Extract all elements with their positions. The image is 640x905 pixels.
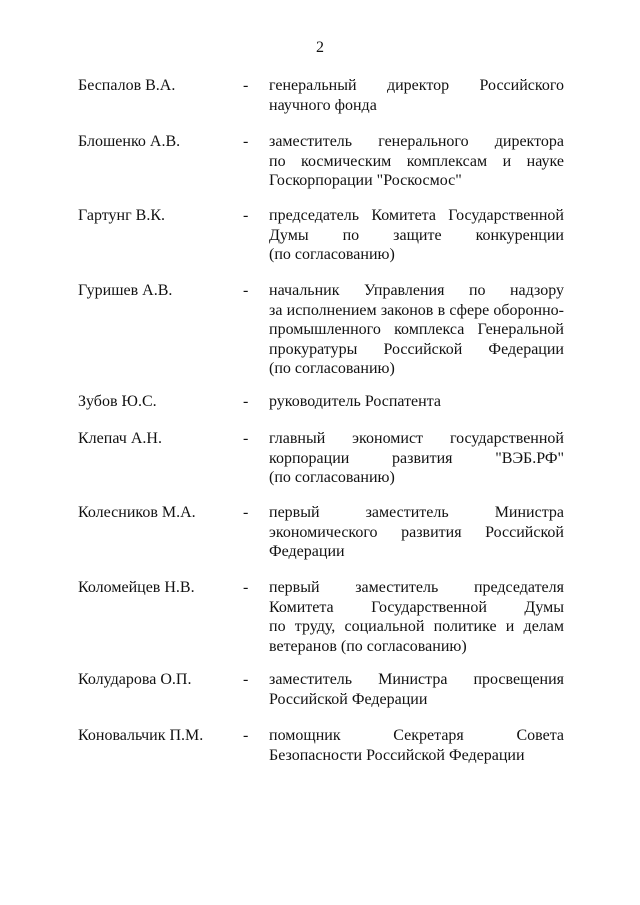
member-name: Зубов Ю.С. (78, 393, 157, 410)
position-line: корпорации развития "ВЭБ.РФ" (269, 449, 564, 467)
position-line: за исполнением законов в сфере оборонно- (269, 301, 564, 319)
position-line: генеральный директор Российского (269, 77, 564, 94)
position-line: Госкорпорации "Роскосмос" (269, 172, 462, 189)
member-position (269, 76, 564, 115)
dash-separator: - (243, 133, 249, 150)
member-name: Беспалов В.А. (78, 77, 176, 94)
position-line: Думы по защите конкуренции (269, 226, 564, 244)
position-line: первый заместитель председателя (269, 579, 564, 596)
member-name: Гуришев А.В. (78, 282, 173, 299)
position-line: помощник Секретаря Совета (269, 727, 564, 744)
position-line: (по согласованию) (269, 246, 395, 263)
dash-separator: - (243, 504, 249, 521)
member-name: Коновальчик П.М. (78, 727, 204, 744)
member-position (269, 503, 564, 562)
position-line: по космическим комплексам и науке (269, 152, 564, 170)
page-number: 2 (316, 39, 324, 56)
member-position (269, 206, 564, 265)
member-position (269, 726, 564, 765)
position-line: экономического развития Российской (269, 523, 564, 541)
position-line: (по согласованию) (269, 469, 395, 486)
member-name: Колесников М.А. (78, 504, 196, 521)
member-position (269, 281, 564, 379)
position-line: по труду, социальной политике и делам (269, 618, 564, 635)
position-line: первый заместитель Министра (269, 504, 564, 521)
position-line: ветеранов (по согласованию) (269, 637, 467, 655)
dash-separator: - (243, 727, 249, 744)
position-line: начальник Управления по надзору (269, 282, 564, 299)
position-line: руководитель Роспатента (269, 393, 442, 410)
dash-separator: - (243, 430, 249, 447)
dash-separator: - (243, 207, 249, 224)
position-line: промышленного комплекса Генеральной (269, 321, 564, 338)
member-name: Блошенко А.В. (78, 133, 181, 150)
dash-separator: - (243, 393, 249, 410)
position-line: председатель Комитета Государственной (269, 207, 564, 224)
member-position (269, 429, 564, 488)
member-position (269, 578, 564, 656)
dash-separator: - (243, 579, 249, 596)
member-position (269, 670, 564, 709)
position-line: Федерации (269, 543, 345, 560)
position-line: Российской Федерации (269, 690, 428, 708)
member-name: Гартунг В.К. (78, 207, 165, 224)
dash-separator: - (243, 671, 249, 688)
position-line: Безопасности Российской Федерации (269, 746, 525, 764)
member-name: Колударова О.П. (78, 671, 192, 688)
position-line: заместитель генерального директора (269, 133, 564, 150)
member-position (269, 392, 564, 412)
member-name: Коломейцев Н.В. (78, 579, 195, 596)
position-line: научного фонда (269, 96, 377, 114)
position-line: (по согласованию) (269, 360, 395, 377)
member-position (269, 132, 564, 191)
dash-separator: - (243, 77, 249, 94)
position-line: прокуратуры Российской Федерации (269, 340, 564, 358)
position-line: заместитель Министра просвещения (269, 671, 564, 688)
position-line: Комитета Государственной Думы (269, 598, 564, 616)
member-name: Клепач А.Н. (78, 430, 162, 447)
position-line: главный экономист государственной (269, 430, 564, 447)
dash-separator: - (243, 282, 249, 299)
